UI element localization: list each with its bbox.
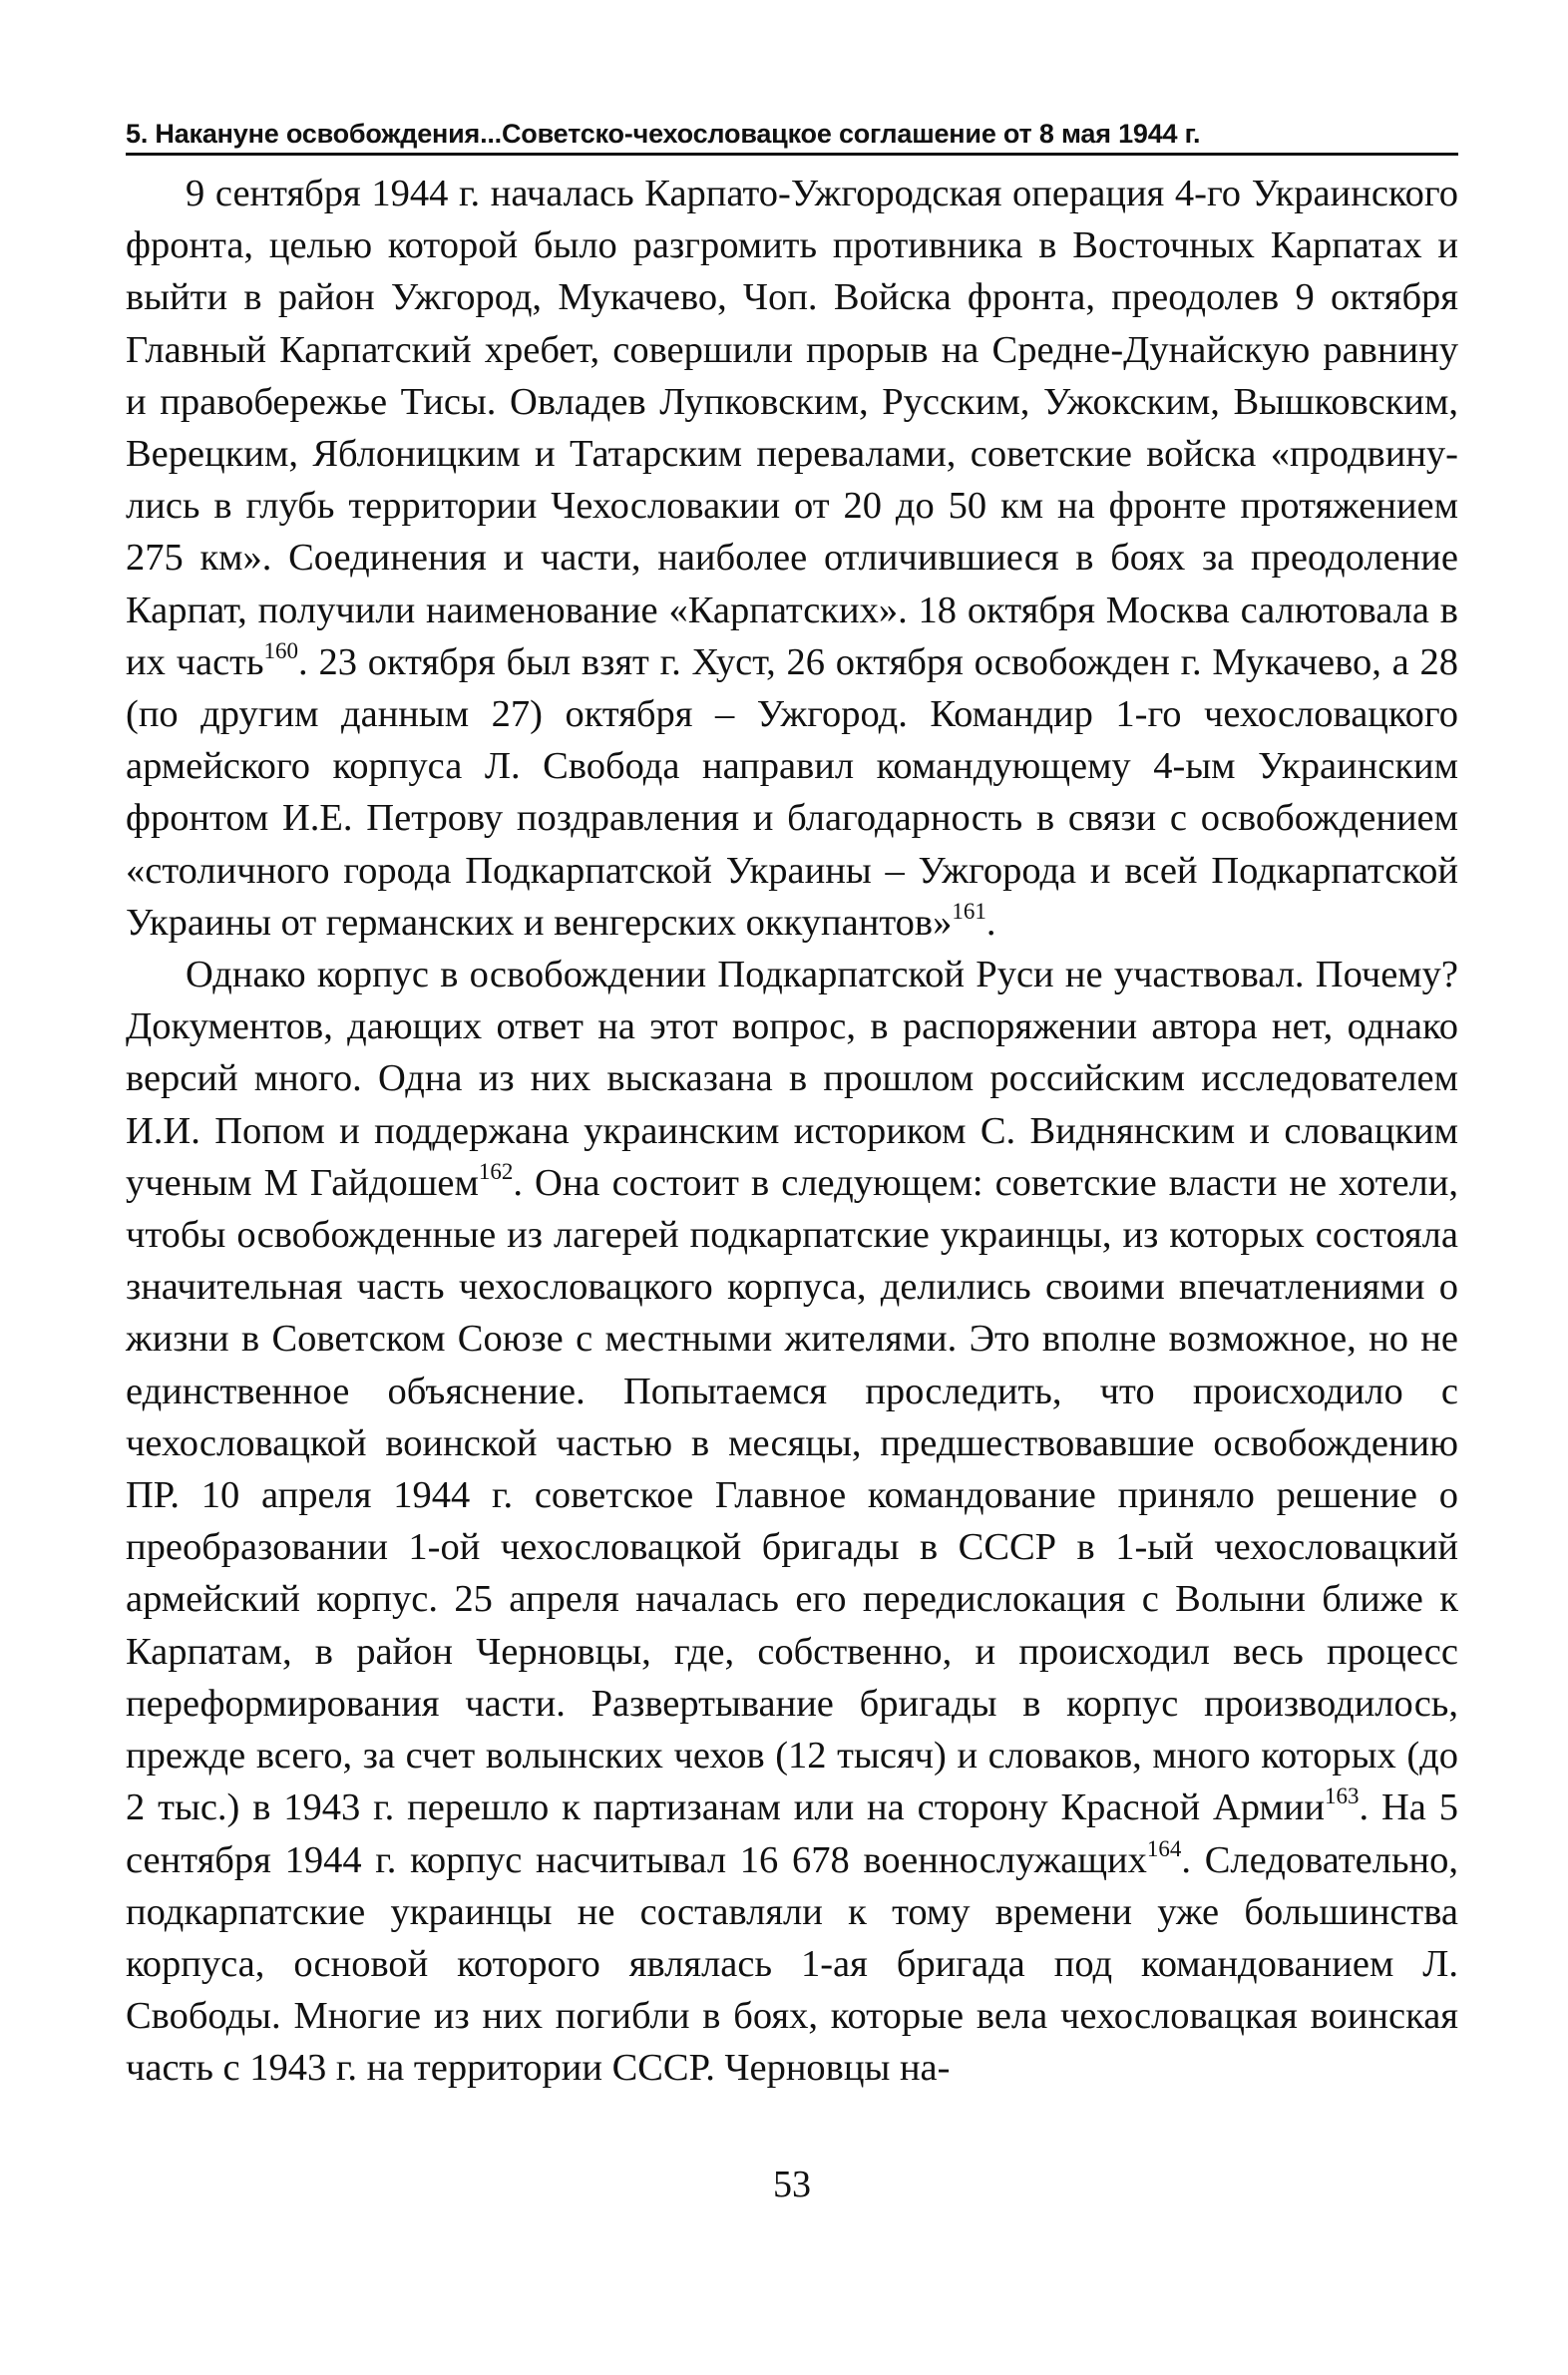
paragraph-1-text-b: . 23 октября был взят г. Хуст, 26 октября освобожден г. Мукачево, а 28 (по другим данным 27) октября – Ужгород. Командир 1-го чехословацкого армейского корпуса Л. Свобода направил командующему 4-ым Украинским фронтом И.Е. Петрову поздравления и благодарность в связи с освобождением «столичного города Подкарпатской Украины – Ужгорода и всей Подкарпатской Украины от германских и венгерских оккупантов» bbox=[126, 640, 1458, 944]
running-header: 5. Накануне освобождения...Советско-чехословацкое соглашение от 8 мая 1944 г. bbox=[126, 118, 1458, 156]
page-number: 53 bbox=[773, 2164, 811, 2205]
footnote-ref-162: 162 bbox=[478, 1159, 514, 1185]
paragraph-2-text-b: . Она состоит в следующем: советские власти не хотели, чтобы освобожденные из лагерей подкарпатские украинцы, из которых состояла значительная часть чехословацкого корпуса, делились своими впечатлениями о жизни в Советском Союзе с местными жителями. Это вполне возможное, но не единственное объяснение. Попытаемся проследить, что происходило с чехословацкой воинской частью в месяцы, предшествовавшие освобождению ПР. 10 апреля 1944 г. советское Главное командование приняло решение о преобразовании 1-ой чехословацкой бригады в СССР в 1-ый чехословацкий армейский корпус. 25 апреля началась его передислокация с Волыни ближе к Карпатам, в район Черновцы, где, собственно, и происходил весь процесс переформирования части. Развертывание бригады в корпус производилось, прежде всего, за счет волынских чехов (12 тысяч) и словаков, много которых (до 2 тыс.) в 1943 г. перешло к партизанам или на сторону Красной Армии bbox=[126, 1161, 1458, 1829]
paragraph-1-text-a: 9 сентября 1944 г. началась Карпато-Ужгородская операция 4-го Украинского фронта, целью которой было разгромить противника в Восточных Карпатах и выйти в район Ужгород, Мукачево, Чоп. Войска фронта, преодолев 9 октября Главный Карпатский хребет, совершили прорыв на Средне-Дунайскую равнину и правобережье Тисы. Овладев Лупковским, Русским, Ужокским, Вышковским, Верецким, Яблоницким и Татарским перевалами, советские войска «продвинулись в глубь территории Чехословакии от 20 до 50 км на фронте протяжением 275 км». Соединения и части, наиболее отличившиеся в боях за преодоление Карпат, получили наименование «Карпатских». 18 октября Москва салютовала в их часть bbox=[126, 173, 1458, 683]
paragraph-1 bbox=[126, 168, 1458, 949]
book-page bbox=[126, 118, 1458, 2342]
footnote-ref-163: 163 bbox=[1324, 1783, 1360, 1809]
paragraph-2-text-a: Однако корпус в освобождении Подкарпатской Руси не участвовал. Почему? Документов, дающих ответ на этот вопрос, в распоряжении автора нет, однако версий много. Одна из них высказана в прошлом российским исследователем И.И. Попом и поддержана украинским историком С. Виднянским и словацким ученым М Гайдошем bbox=[126, 954, 1458, 1204]
paragraph-2-text-d: . Следовательно, подкарпатские украинцы не составляли к тому времени уже большинства корпуса, основой которого являлась 1-ая бригада под командованием Л. Свободы. Многие из них погибли в боях, которые вела чехословацкая воинская часть с 1943 г. на территории СССР. Черновцы на- bbox=[126, 1838, 1458, 2090]
footnote-ref-160: 160 bbox=[263, 638, 299, 663]
footnote-ref-164: 164 bbox=[1146, 1835, 1182, 1861]
paragraph-1-text-end: . bbox=[985, 901, 996, 944]
body-text bbox=[126, 168, 1458, 2095]
footnote-ref-161: 161 bbox=[952, 899, 986, 925]
paragraph-2-text-c: . На 5 сентября 1944 г. корпус насчитывал 16 678 военнослужащих bbox=[126, 1786, 1458, 1881]
paragraph-2 bbox=[126, 949, 1458, 2094]
